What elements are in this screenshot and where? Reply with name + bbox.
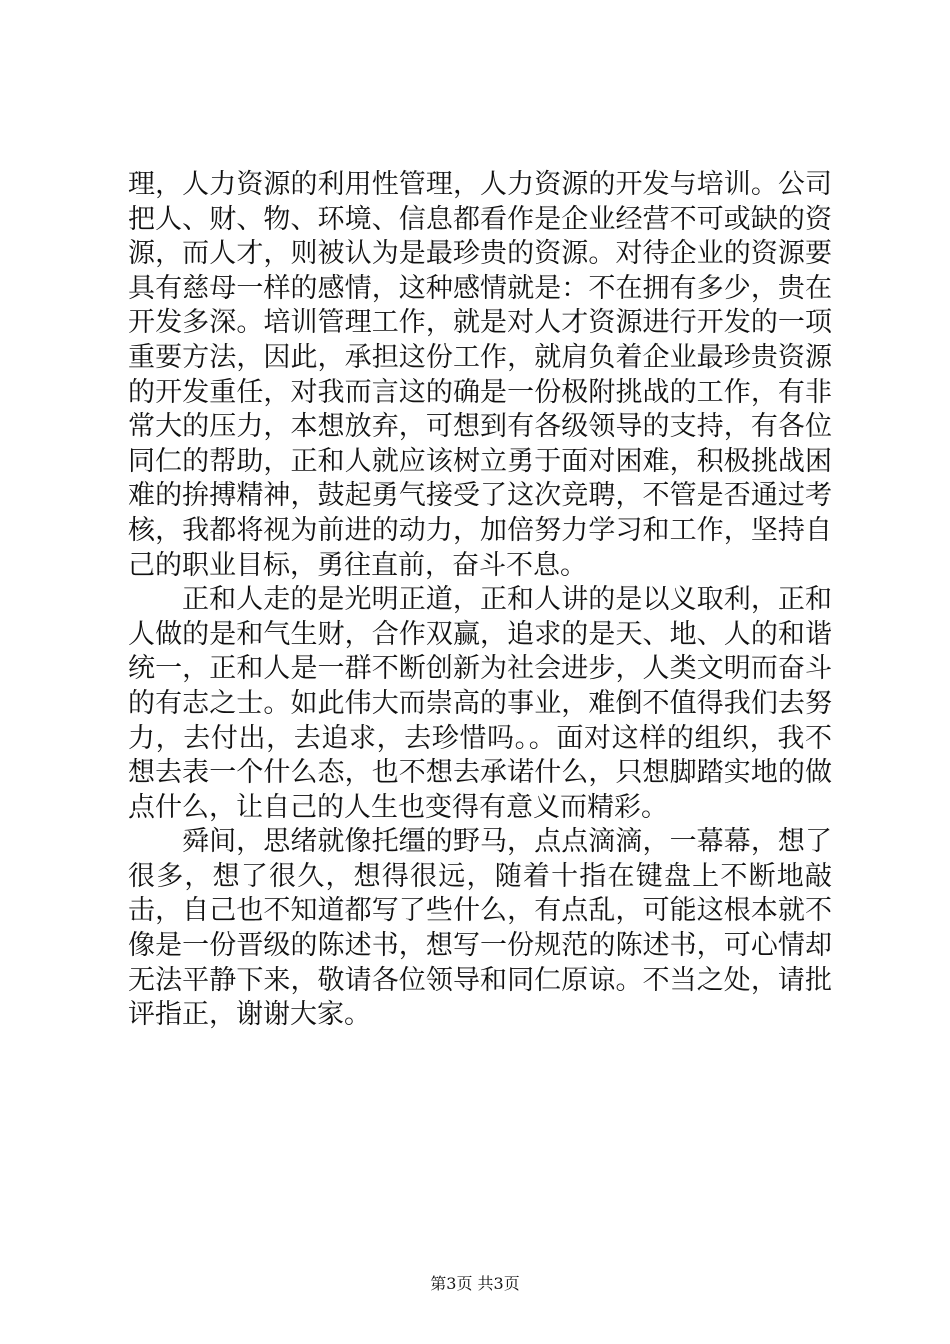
document-body [128,168,832,1033]
paragraph-1: 理，人力资源的利用性管理，人力资源的开发与培训。公司把人、财、物、环境、信息都看作是企业经营不可或缺的资源，而人才，则被认为是最珍贵的资源。对待企业的资源要具有慈母一样的感情，这种感情就是：不在拥有多少，贵在开发多深。培训管理工作，就是对人才资源进行开发的一项重要方法，因此，承担这份工作，就肩负着企业最珍贵资源的开发重任，对我而言这的确是一份极附挑战的工作，有非常大的压力，本想放弃，可想到有各级领导的支持，有各位同仁的帮助，正和人就应该树立勇于面对困难，积极挑战困难的拚搏精神，鼓起勇气接受了这次竞聘，不管是否通过考核，我都将视为前进的动力，加倍努力学习和工作，坚持自己的职业目标，勇往直前，奋斗不息。 [128,169,832,581]
paragraph-3: 舜间，思绪就像托缰的野马，点点滴滴，一幕幕，想了很多，想了很久，想得很远，随着十指在键盘上不断地敲击，自己也不知道都写了些什么，有点乱，可能这根本就不像是一份晋级的陈述书，想写一份规范的陈述书，可心情却无法平静下来，敬请各位领导和同仁原谅。不当之处，请批评指正，谢谢大家。 [128,826,832,1031]
paragraph-2: 正和人走的是光明正道，正和人讲的是以义取利，正和人做的是和气生财，合作双赢，追求的是天、地、人的和谐统一，正和人是一群不断创新为社会进步，人类文明而奋斗的有志之士。如此伟大而崇高的事业，难倒不值得我们去努力，去付出，去追求，去珍惜吗。。面对这样的组织，我不想去表一个什么态，也不想去承诺什么，只想脚踏实地的做点什么，让自己的人生也变得有意义而精彩。 [128,584,832,823]
page-number-footer: 第3页 共3页 [430,1274,520,1293]
